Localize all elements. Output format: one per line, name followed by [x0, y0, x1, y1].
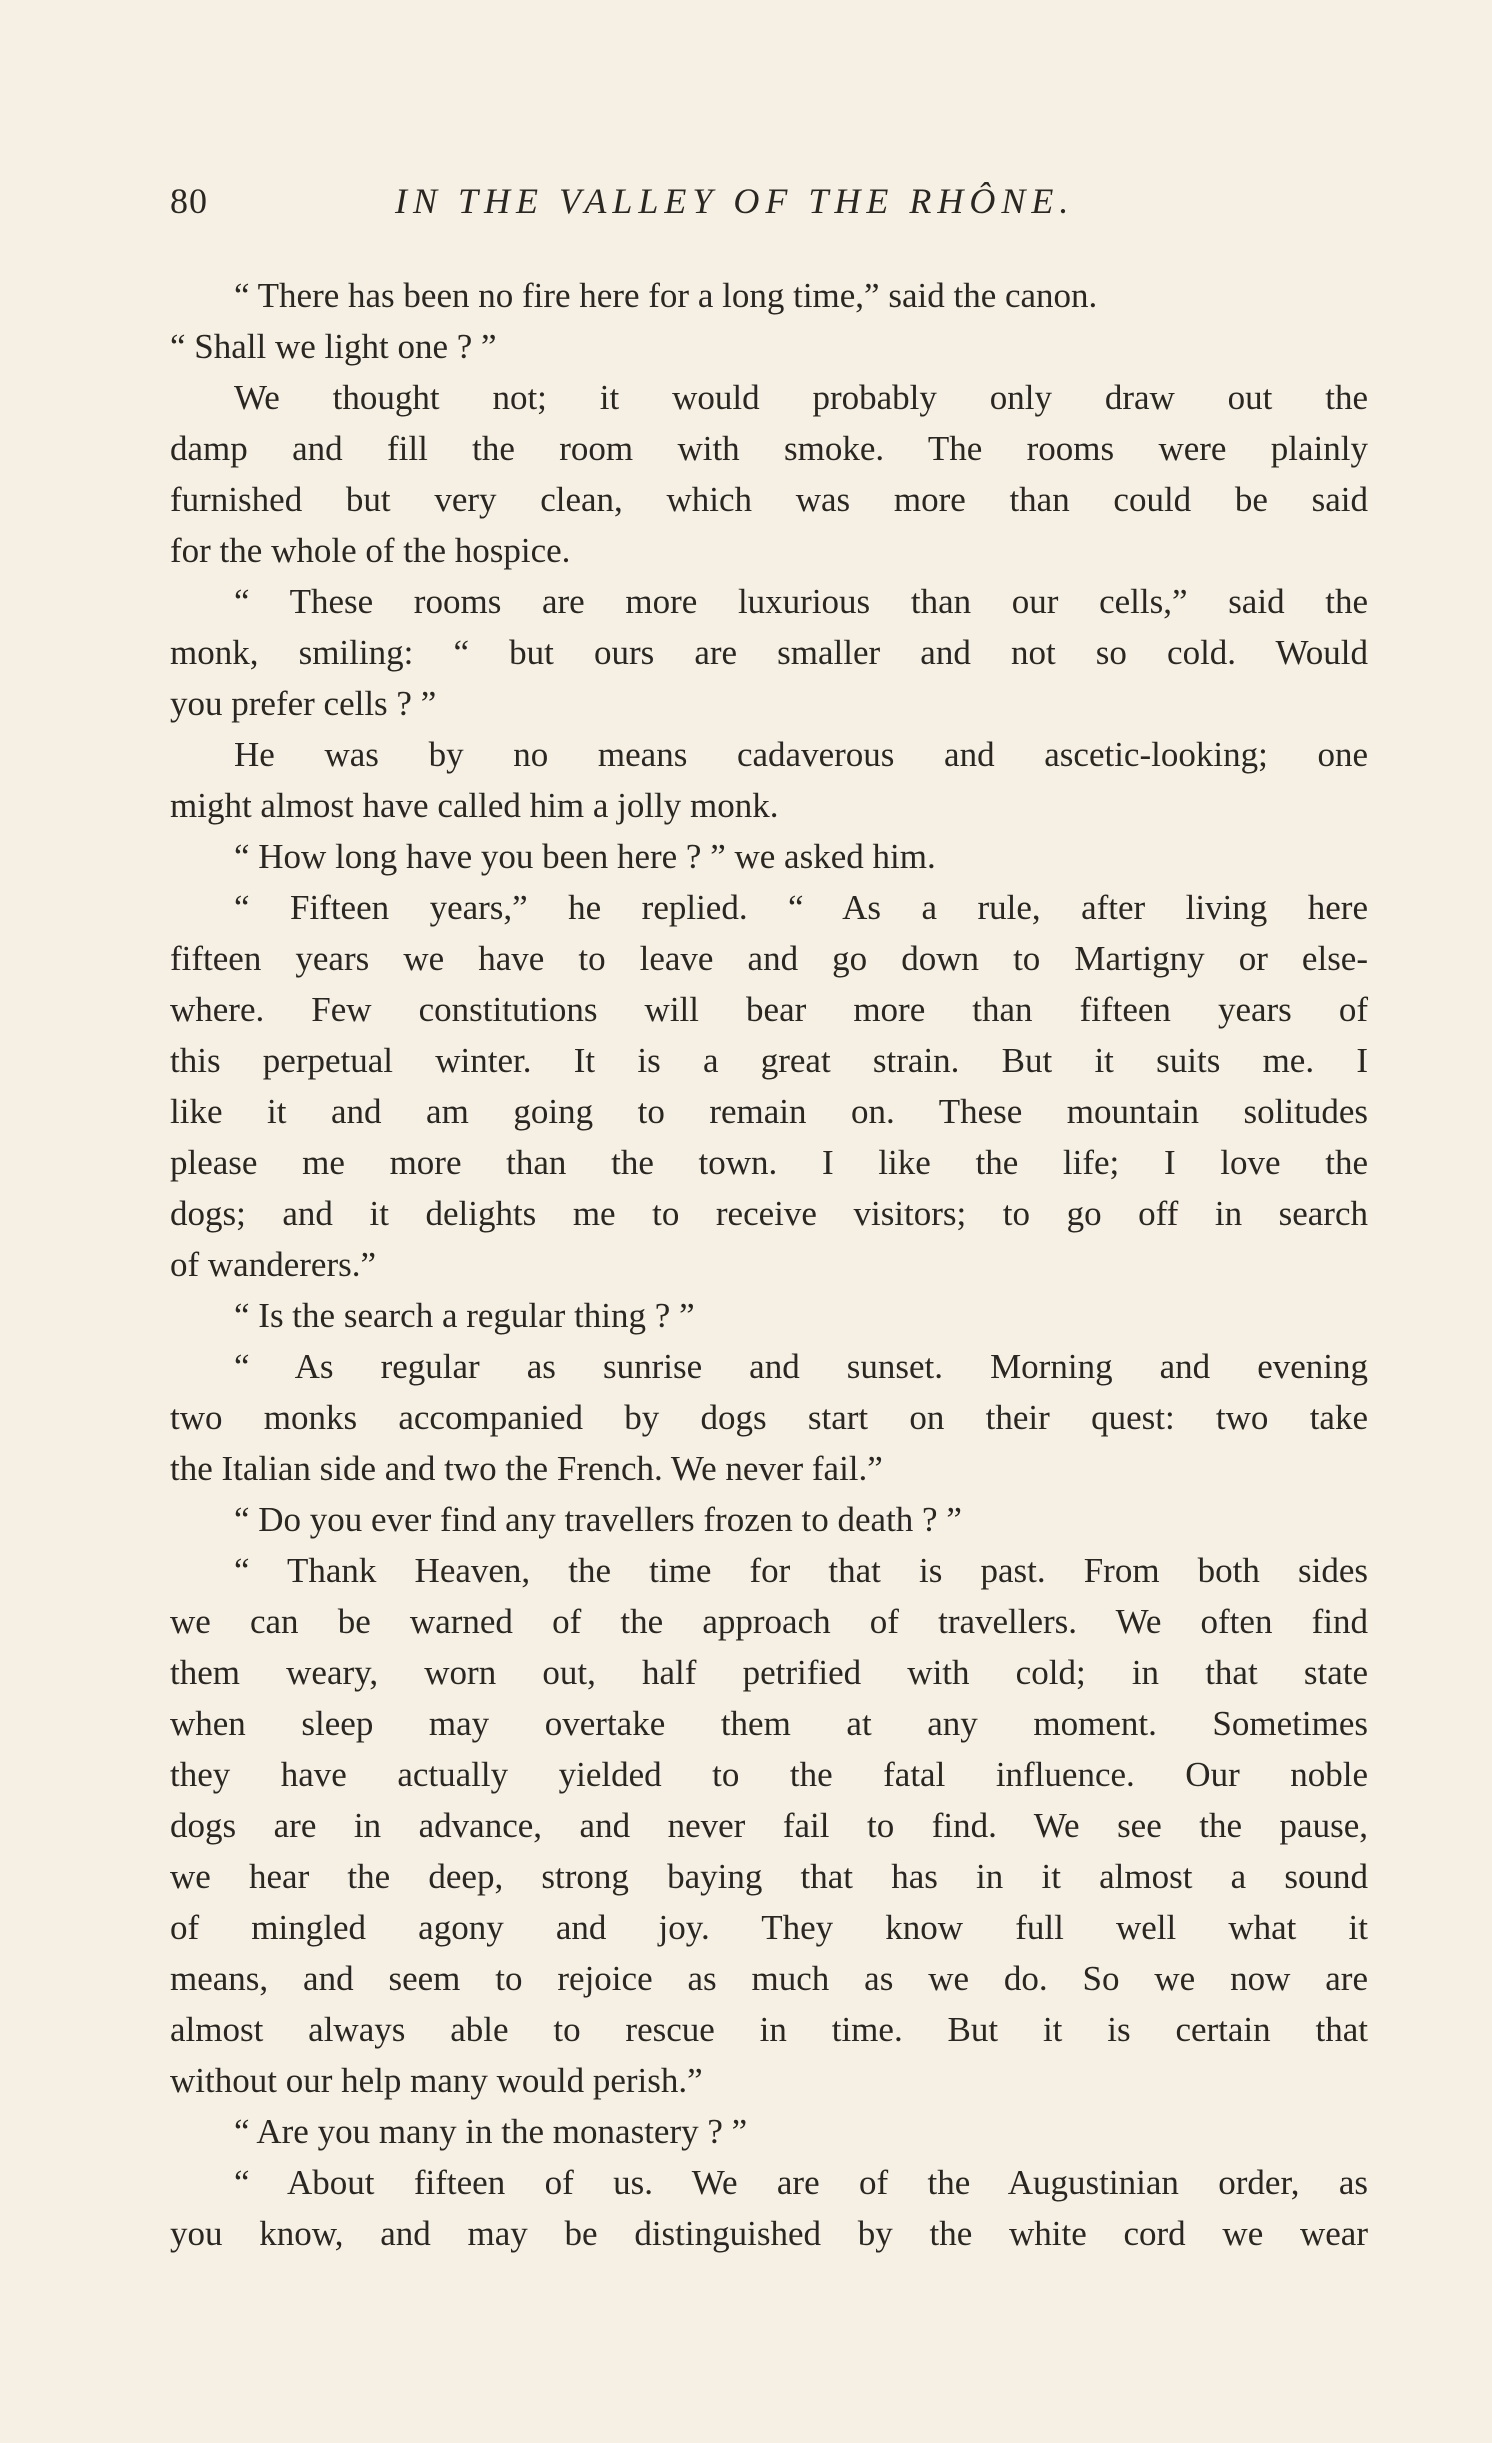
page-number: 80	[170, 181, 208, 221]
body-text	[170, 270, 1368, 2259]
text-line: might almost have called him a jolly monk.	[170, 786, 779, 825]
text-line: when sleep may overtake them at any moment. Sometimes	[170, 1704, 1368, 1743]
text-line: furnished but very clean, which was more than could be said	[170, 480, 1368, 519]
text-line: please me more than the town. I like the life; I love the	[170, 1143, 1368, 1182]
text-line: dogs; and it delights me to receive visitors; to go off in search	[170, 1194, 1368, 1233]
text-line: “ Do you ever find any travellers frozen to death ? ”	[234, 1500, 962, 1539]
text-line: “ How long have you been here ? ” we asked him.	[234, 837, 936, 876]
text-line: we can be warned of the approach of travellers. We often find	[170, 1602, 1368, 1641]
text-line: of mingled agony and joy. They know full well what it	[170, 1908, 1368, 1947]
text-line: “ Fifteen years,” he replied. “ As a rule, after living here	[234, 888, 1368, 927]
running-title: IN THE VALLEY OF THE RHÔNE.	[395, 181, 1075, 221]
text-line: of wanderers.”	[170, 1245, 377, 1284]
text-line: we hear the deep, strong baying that has in it almost a sound	[170, 1857, 1368, 1896]
text-line: they have actually yielded to the fatal influence. Our noble	[170, 1755, 1368, 1794]
text-line: like it and am going to remain on. These mountain solitudes	[170, 1092, 1368, 1131]
text-line: them weary, worn out, half petrified with cold; in that state	[170, 1653, 1368, 1692]
text-line: the Italian side and two the French. We never fail.”	[170, 1449, 883, 1488]
text-line: “ Shall we light one ? ”	[170, 327, 497, 366]
text-line: “ Are you many in the monastery ? ”	[234, 2112, 748, 2151]
text-line: without our help many would perish.”	[170, 2061, 703, 2100]
text-line: this perpetual winter. It is a great strain. But it suits me. I	[170, 1041, 1368, 1080]
page-header	[170, 180, 1370, 240]
text-line: “ There has been no fire here for a long time,” said the canon.	[234, 276, 1098, 315]
text-line: “ Thank Heaven, the time for that is past. From both sides	[234, 1551, 1368, 1590]
text-line: you prefer cells ? ”	[170, 684, 437, 723]
text-line: dogs are in advance, and never fail to find. We see the pause,	[170, 1806, 1368, 1845]
text-line: “ Is the search a regular thing ? ”	[234, 1296, 695, 1335]
text-line: fifteen years we have to leave and go down to Martigny or else-	[170, 939, 1368, 978]
text-line: means, and seem to rejoice as much as we do. So we now are	[170, 1959, 1368, 1998]
text-line: “ These rooms are more luxurious than our cells,” said the	[234, 582, 1368, 621]
text-line: two monks accompanied by dogs start on their quest: two take	[170, 1398, 1368, 1437]
text-line: for the whole of the hospice.	[170, 531, 571, 570]
text-line: almost always able to rescue in time. But it is certain that	[170, 2010, 1368, 2049]
text-line: damp and fill the room with smoke. The rooms were plainly	[170, 429, 1368, 468]
text-line: “ About fifteen of us. We are of the Augustinian order, as	[234, 2163, 1368, 2202]
text-line: He was by no means cadaverous and ascetic-looking; one	[234, 735, 1368, 774]
text-line: monk, smiling: “ but ours are smaller and not so cold. Would	[170, 633, 1368, 672]
text-line: “ As regular as sunrise and sunset. Morning and evening	[234, 1347, 1368, 1386]
text-line: We thought not; it would probably only draw out the	[234, 378, 1368, 417]
text-line: you know, and may be distinguished by the white cord we wear	[170, 2214, 1368, 2253]
text-line: where. Few constitutions will bear more than fifteen years of	[170, 990, 1368, 1029]
